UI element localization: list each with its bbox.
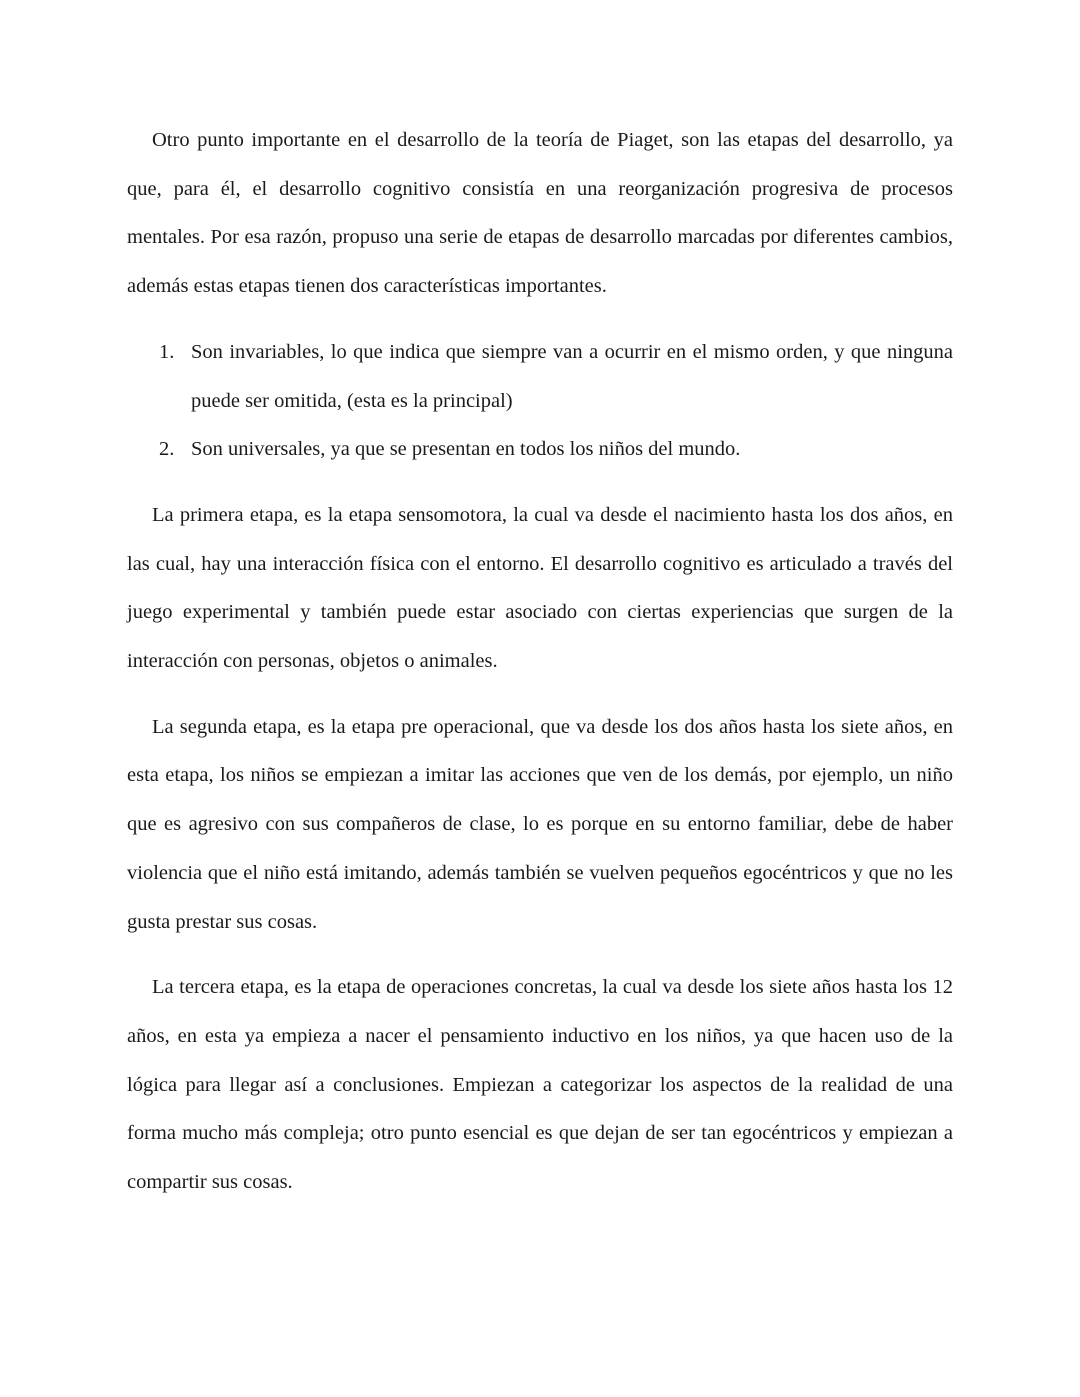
- list-item: [159, 425, 953, 474]
- paragraph-stage-1: La primera etapa, es la etapa sensomotora, la cual va desde el nacimiento hasta los dos años, en las cual, hay una interacción física con el entorno. El desarrollo cognitivo es articulado a través del juego experimental y también puede estar asociado con ciertas experiencias que surgen de la interacción con personas, objetos o animales.: [127, 503, 953, 673]
- paragraph-stage-2: La segunda etapa, es la etapa pre operacional, que va desde los dos años hasta los siete años, en esta etapa, los niños se empiezan a imitar las acciones que ven de los demás, por ejemplo, un niño que es agresivo con sus compañeros de clase, lo es porque en su entorno familiar, debe de haber violencia que el niño está imitando, además también se vuelven pequeños egocéntricos y que no les gusta prestar sus cosas.: [127, 715, 953, 933]
- document-body: [127, 116, 953, 1207]
- list-item-text: Son universales, ya que se presentan en todos los niños del mundo.: [191, 438, 741, 461]
- list-item: [159, 328, 953, 425]
- paragraph-intro: Otro punto importante en el desarrollo de la teoría de Piaget, son las etapas del desarrollo, ya que, para él, el desarrollo cognitivo consistía en una reorganización progresiva de procesos mentales. Por esa razón, propuso una serie de etapas de desarrollo marcadas por diferentes cambios, además estas etapas tienen dos características importantes.: [127, 129, 953, 298]
- list-item-number: 2.: [159, 438, 175, 461]
- list-item-number: 1.: [159, 340, 175, 363]
- list-item-text: Son invariables, lo que indica que siempre van a ocurrir en el mismo orden, y que ninguna puede ser omitida, (esta es la principal): [191, 340, 953, 412]
- characteristics-list: [127, 328, 953, 474]
- paragraph-stage-3: La tercera etapa, es la etapa de operaciones concretas, la cual va desde los siete años hasta los 12 años, en esta ya empieza a nacer el pensamiento inductivo en los niños, ya que hacen uso de la lógica para llegar así a conclusiones. Empiezan a categorizar los aspectos de la realidad de una forma mucho más compleja; otro punto esencial es que dejan de ser tan egocéntricos y empiezan a compartir sus cosas.: [127, 976, 953, 1194]
